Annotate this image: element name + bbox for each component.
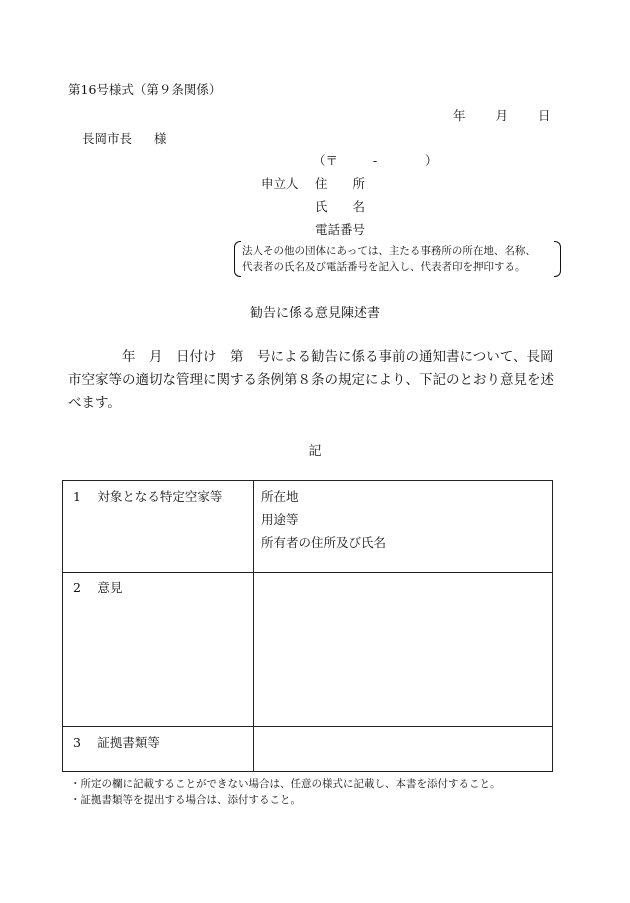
details-table xyxy=(62,480,553,772)
row-2-opinion-area[interactable] xyxy=(261,578,541,718)
corporate-note xyxy=(234,241,561,277)
address-label: 住 所 xyxy=(315,176,366,191)
form-number: 第16号様式（第９条関係） xyxy=(68,82,222,97)
row-3-label: 3 証拠書類等 xyxy=(73,735,160,750)
footnote-2: ・証拠書類等を提出する場合は、添付すること。 xyxy=(70,794,301,806)
postal-dash: - xyxy=(373,153,378,168)
table-column-divider xyxy=(253,481,254,771)
row-1-value-location: 所在地 xyxy=(261,489,299,504)
table-row-divider xyxy=(63,726,552,727)
note-bracket-left xyxy=(234,241,241,277)
table-row-divider xyxy=(63,572,552,573)
row-1-value-owner: 所有者の住所及び氏名 xyxy=(261,535,387,550)
note-text xyxy=(242,243,536,275)
date-line xyxy=(453,106,551,124)
note-line-2: 代表者の氏名及び電話番号を記入し、代表者印を押印する。 xyxy=(242,261,526,273)
date-year: 年 xyxy=(453,108,466,123)
postal-code-line xyxy=(313,151,438,169)
document-title: 勧告に係る意見陳述書 xyxy=(249,306,380,321)
ki-heading: 記 xyxy=(308,444,322,459)
name-label: 氏 名 xyxy=(315,199,366,214)
addressee-honorific: 様 xyxy=(154,131,167,146)
addressee-name: 長岡市長 xyxy=(82,131,133,146)
postal-close: ） xyxy=(425,153,438,168)
postal-open: （〒 xyxy=(313,153,339,168)
row-1-value-usage: 用途等 xyxy=(261,512,299,527)
applicant-label: 申立人 xyxy=(261,176,299,191)
row-3-evidence-area[interactable] xyxy=(261,733,541,763)
note-bracket-right xyxy=(554,241,561,277)
body-paragraph: 年 月 日付け 第 号による勧告に係る事前の通知書について、長岡市空家等の適切な管理に関する条例第８条の規定により、下記のとおり意見を述べます。 xyxy=(68,349,554,411)
footnote-1: ・所定の欄に記載することができない場合は、任意の様式に記載し、本書を添付すること。 xyxy=(70,778,501,790)
note-line-1: 法人その他の団体にあっては、主たる事務所の所在地、名称、 xyxy=(242,245,536,257)
row-1-label: 1 対象となる特定空家等 xyxy=(73,489,223,504)
date-day: 日 xyxy=(538,108,551,123)
addressee xyxy=(82,129,167,147)
date-month: 月 xyxy=(495,108,509,123)
row-2-label: 2 意見 xyxy=(73,580,123,595)
phone-label: 電話番号 xyxy=(315,222,366,237)
